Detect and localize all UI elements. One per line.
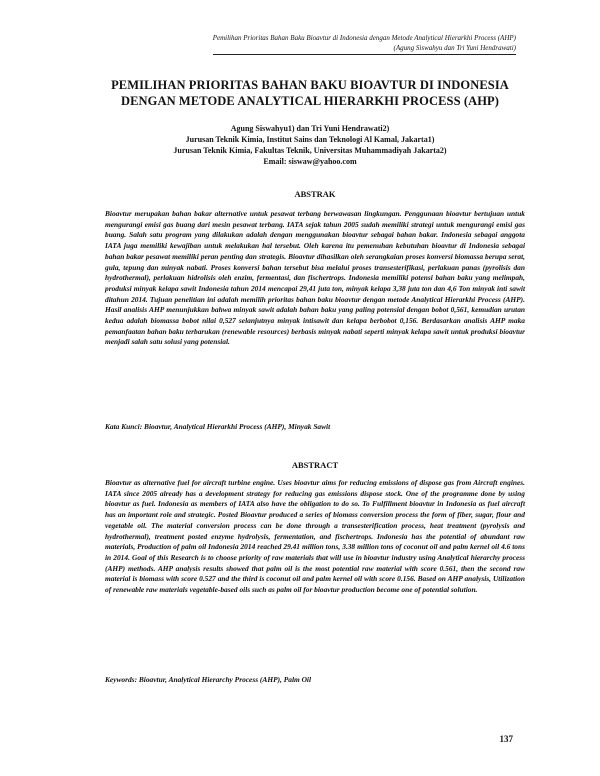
paper-title-line-2: DENGAN METODE ANALYTICAL HIERARKHI PROCESS (AHP): [120, 93, 500, 108]
running-head-authors: (Agung Siswahyu dan Tri Yuni Hendrawati): [213, 44, 516, 56]
abstract-heading: ABSTRACT: [291, 460, 339, 470]
paper-title-line-1: PEMILIHAN PRIORITAS BAHAN BAKU BIOAVTUR DI INDONESIA: [111, 78, 509, 92]
abstrak-keywords: Kata Kunci: Bioavtur, Analytical Hierarkhi Process (AHP), Minyak Sawit: [105, 422, 331, 431]
abstract-keywords: Keywords: Bioavtur, Analytical Hierarchy Process (AHP), Palm Oil: [105, 675, 312, 684]
author-block: [80, 123, 540, 167]
running-head: [213, 34, 516, 55]
paper-title: [90, 78, 530, 109]
author-names: Agung Siswahyu1) dan Tri Yuni Hendrawati2): [230, 124, 390, 133]
abstrak-body: Bioavtur merupakan bahan bakar alternative untuk pesawat terbang berwawasan lingkungan. Penggunaan bioavtur bertujuan untuk mengurangi emisi gas buang dari mesin pesawat terbang. IATA sejak tahun 2005 sudah memiliki strategi untuk mengurangi emisi gas buang. Salah satu program yang dilakukan adalah dengan menggunakan bioavtur sebagai bahan bakar. Indonesia sebagai anggota IATA juga memiliki kewajiban untuk melakukan hal tersebut. Oleh karena itu pemenuhan kebutuhan bioavtur di Indonesia sebagai bahan bakar pesawat memiliki peran penting dan strategis. Bioavtur dihasilkan oleh serangkaian proses konversi biomassa berupa serat, gula, tepung dan minyak nabati. Proses konversi bahan tersebut bisa melalui proses transesterifikasi, perlakuan panas (pyrolisis dan hydrothermal), perlakuan hidrolisis oleh enzim, fermentasi, dan fischertrops. Indonesia memiliki potensi bahan baku yang melimpah, produksi minyak kelapa sawit Indonesia tahun 2014 mencapai 29,41 juta ton, minyak kelapa 3,38 juta ton dan 4,6 Ton minyak inti sawit ditahun 2014. Tujuan penelitian ini adalah memilih prioritas bahan baku bioavtur dengan metode Analytical Hierarkhi Process (AHP). Hasil analisis AHP menunjukkan bahwa minyak sawit adalah bahan baku yang paling potensial dengan bobot 0,561, kemudian urutan kedua adalah biomassa bobot nilai 0,527 selanjutnya minyak intisawit dan kelapa berbobot 0,156. Berdasarkan analisis AHP maka pemanfaatan bahan baku terbarukan (renewable resources) berbasis minyak nabati seperti minyak kelapa sawit untuk produksi bioavtur menjadi salah satu solusi yang potensial.: [105, 209, 525, 347]
running-head-title: Pemilihan Prioritas Bahan Baku Bioavtur di Indonesia dengan Metode Analytical Hierarkhi Process (AHP): [212, 34, 516, 42]
page-number: 137: [499, 734, 513, 744]
author-affiliation-1: Jurusan Teknik Kimia, Institut Sains dan Teknologi Al Kamal, Jakarta1): [185, 135, 435, 144]
abstract-body: Bioavtur as alternative fuel for aircraft turbine engine. Uses bioavtur aims for reducing emissions of dispose gas from Aircraft engines. IATA since 2005 already has a development strategy for reducing gas emissions dispose stock. One of the programme done by using bioavtur as fuel. Indonesia as members of IATA also have the obligation to do so. To Fulfillment bioavtur in Indonesia as fuel aircraft has an important role and strategic. Posted Bioavtur produced a series of biomass conversion process the form of fiber, sugar, flour and vegetable oil. The material conversion process can be done through a transesterification process, heat treatment (pyrolysis and hydrothermal), treatment posted enzyme hydrolysis, fermentation, and fischertrops. Indonesia has the potential of abundant raw materials, Production of palm oil Indonesia 2014 reached 29.41 million tons, 3.38 million tons of coconut oil and palm kernel oil 4.6 tons in 2014. Goal of this Research is to choose priority of raw materials that will use in bioavtur industry using Analytical hierarchy process (AHP) methods. AHP analysis results showed that palm oil is the most potential raw material with score 0.561, then the second raw material is biomass with score 0.527 and the third is coconut oil and palm kernel oil with score 0.156. Based on AHP analysis, Utilization of renewable raw materials vegetable-based oils such as palm oil for bioavtur production become one of potential solution.: [105, 478, 525, 595]
author-email: Email: siswaw@yahoo.com: [263, 157, 357, 166]
abstrak-heading: ABSTRAK: [294, 189, 336, 199]
author-affiliation-2: Jurusan Teknik Kimia, Fakultas Teknik, Universitas Muhammadiyah Jakarta2): [173, 146, 447, 155]
